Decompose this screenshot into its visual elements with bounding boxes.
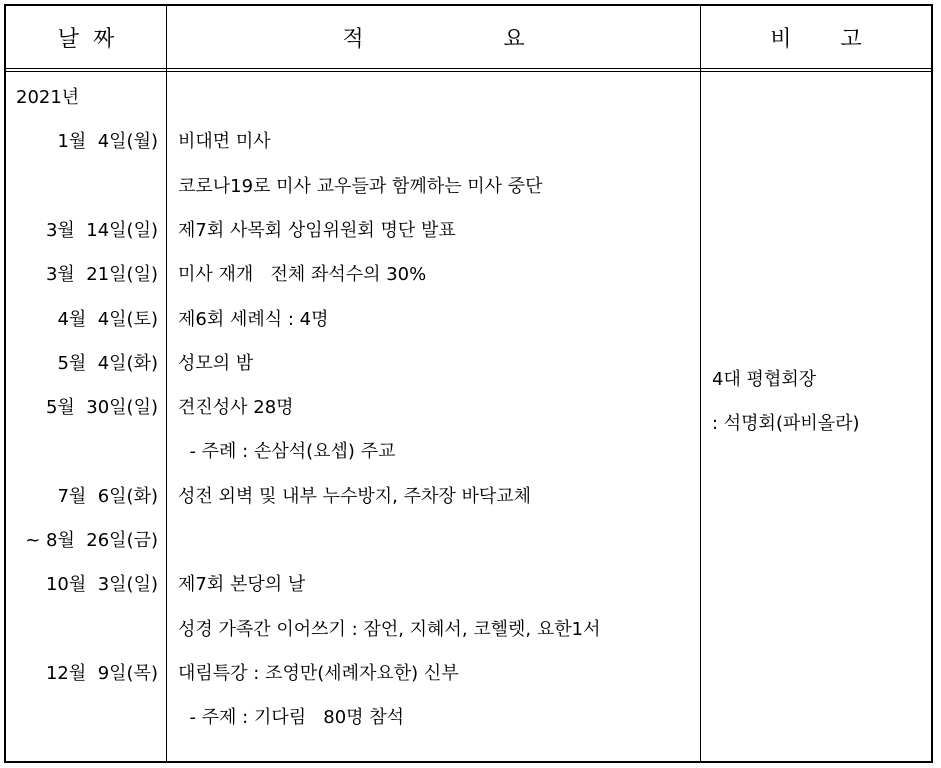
note-line: : 석명회(파비올라): [712, 413, 860, 434]
table-row: [6, 696, 931, 740]
row-summary: 비대면 미사: [178, 131, 271, 153]
table-row: [6, 298, 931, 342]
table-row: [6, 475, 931, 519]
header-rule: [6, 68, 931, 69]
row-summary: 성모의 밤: [178, 352, 254, 374]
table-row: [6, 563, 931, 607]
row-date: 4월 4일(토): [57, 308, 158, 330]
chronicle-table: [4, 4, 933, 763]
row-summary: 성전 외벽 및 내부 누수방지, 주차장 바닥교체: [178, 485, 532, 507]
table-row: [6, 76, 931, 120]
table-row: [6, 608, 931, 652]
row-date: 7월 6일(화): [57, 485, 158, 507]
row-summary: 미사 재개 전체 좌석수의 30%: [178, 264, 427, 286]
row-summary: 성경 가족간 이어쓰기 : 잠언, 지혜서, 코헬렛, 요한1서: [178, 618, 601, 640]
row-summary: 견진성사 28명: [178, 397, 294, 419]
header-summary: 적 요: [342, 26, 525, 52]
table-row: [6, 209, 931, 253]
row-summary: 제7회 사목회 상임위원회 명단 발표: [178, 219, 456, 241]
row-summary: 제6회 세례식 : 4명: [178, 308, 329, 330]
row-summary: 대림특강 : 조영만(세례자요한) 신부: [178, 662, 459, 684]
header-rule: [6, 71, 931, 72]
header-note: 비 고: [770, 26, 862, 52]
row-summary: 코로나19로 미사 교우들과 함께하는 미사 중단: [178, 175, 543, 197]
table-row: [6, 165, 931, 209]
row-date: 1월 4일(월): [57, 131, 158, 153]
row-date: 2021년: [16, 87, 80, 108]
table-row: [6, 253, 931, 297]
row-date: 5월 30일(일): [45, 397, 158, 419]
row-date: 5월 4일(화): [57, 352, 158, 374]
note-line: 4대 평협회장: [712, 369, 817, 390]
row-summary: - 주제 : 기다림 80명 참석: [178, 707, 405, 729]
table-row: [6, 519, 931, 563]
table-row: [6, 652, 931, 696]
row-date: 12월 9일(목): [45, 662, 158, 684]
table-row: [6, 120, 931, 164]
row-date: 10월 3일(일): [45, 574, 158, 596]
header-date: 날 짜: [57, 26, 115, 52]
row-date: 3월 21일(일): [45, 264, 158, 286]
row-date: ~ 8월 26일(금): [25, 530, 158, 551]
row-summary: 제7회 본당의 날: [178, 574, 306, 596]
row-summary: - 주례 : 손삼석(요셉) 주교: [178, 441, 396, 463]
row-date: 3월 14일(일): [45, 219, 158, 241]
